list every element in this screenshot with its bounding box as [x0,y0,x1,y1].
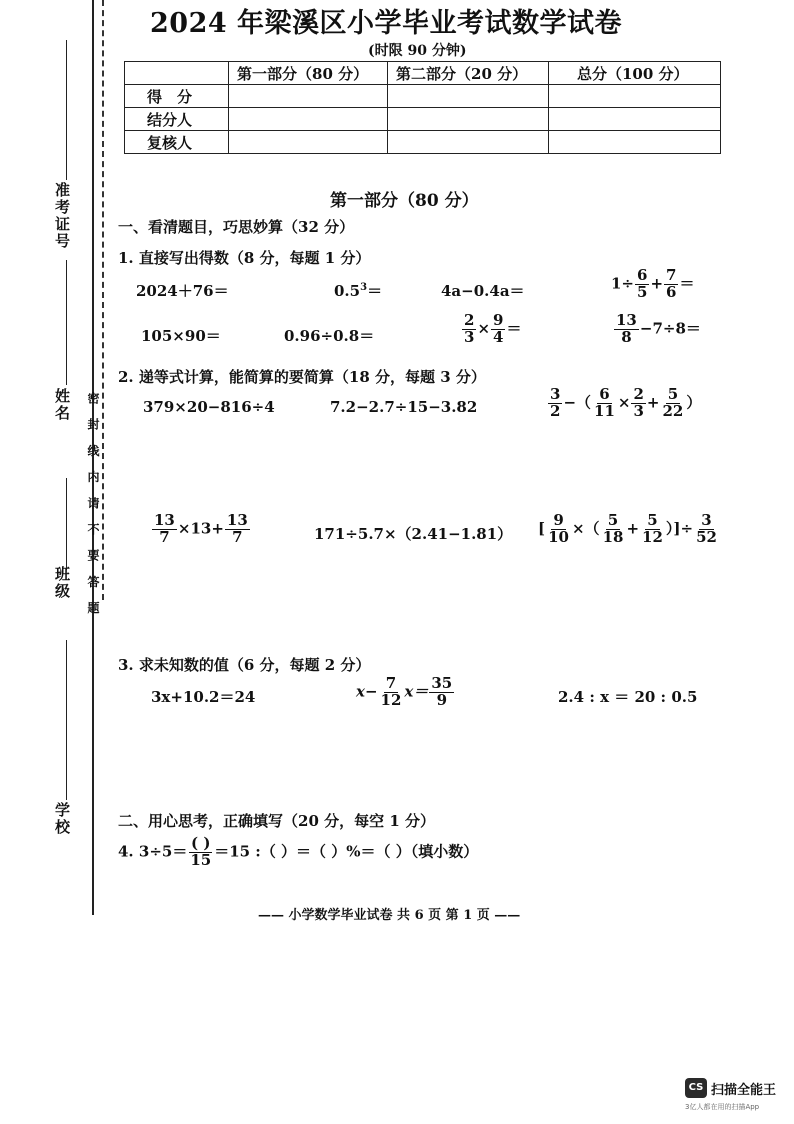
fraction [491,313,505,346]
denominator: 22 [662,401,684,420]
numerator: 13 [226,511,248,529]
fraction [152,513,177,546]
numerator: 7 [666,266,677,284]
q3-e2-pre: x− [356,682,378,701]
denominator: 12 [642,527,663,546]
q2-e6-open: [ [538,519,546,538]
fraction [429,676,454,709]
q2-heading: 2. 递等式计算，能简算的要简算（18 分，每题 3 分） [118,368,486,386]
denominator: 10 [548,527,569,546]
q1-e4-plus: + [650,274,664,293]
q1-expr-7 [461,313,521,346]
q2-e3-op2: + [646,393,660,412]
grader-cell[interactable] [229,108,388,131]
numerator: 13 [154,511,175,529]
time-limit: (时限 90 分钟) [368,43,467,59]
q1-e8-rest: −7÷8＝ [639,319,701,338]
q2-expr-1: 379×20−816÷4 [143,398,275,416]
fraction [548,387,562,420]
fraction [664,268,678,301]
denominator: 18 [602,527,624,546]
numerator: 6 [637,266,648,284]
q4-rest: ＝15 :（ ）＝（ ）%＝（ ）（填小数） [214,842,479,861]
denominator: 12 [380,690,402,709]
q3-expr-2 [356,676,455,709]
numerator: 5 [607,511,619,529]
denominator: 6 [666,282,677,301]
school-label: 学校 [53,802,71,836]
row-score: 得 分 [125,85,229,108]
fraction [635,268,649,301]
q2-e6-op2: + [626,519,640,538]
denominator: 3 [633,401,644,420]
score-table-corner [125,62,229,85]
fraction [546,513,571,546]
exam-id-underline [66,40,67,180]
score-cell[interactable] [388,85,549,108]
denominator: 2 [550,401,561,420]
numerator: 3 [550,385,561,403]
fraction [225,513,250,546]
numerator: 5 [647,511,658,529]
numerator: 13 [616,311,637,329]
numerator: 2 [464,311,475,329]
fraction [614,313,639,346]
q3-heading: 3. 求未知数的值（6 分，每题 2 分） [118,656,371,674]
q1-expr-1: 2024＋76＝ [136,282,229,300]
class-underline [66,478,67,570]
name-label: 姓名 [53,388,71,422]
q2-expr-5: 171÷5.7×（2.41−1.81） [314,525,513,543]
q2-e6-close: ）]÷ [665,519,694,538]
class-label: 班级 [53,566,71,600]
q1-e7-eq: ＝ [506,319,522,338]
q4-pre: 4. 3÷5＝ [118,842,188,861]
q1-expr-2-base: 0.5 [334,282,361,300]
name-underline [66,260,67,385]
col-part2: 第二部分（20 分） [388,62,549,85]
numerator: 35 [431,674,453,692]
denominator: 5 [637,282,648,301]
denominator: 9 [436,690,447,709]
q1-expr-2-exponent: 3 [360,282,368,293]
denominator: 4 [493,327,504,346]
q1-expr-2-eq: ＝ [367,282,383,300]
q1-e4-eq: ＝ [679,274,695,293]
fraction [640,513,665,546]
school-underline [66,640,67,800]
q1-expr-3: 4a−0.4a＝ [441,282,525,300]
fraction-blank[interactable] [188,836,213,869]
exam-id-label: 准考证号 [53,182,71,250]
q1-e7-op: × [477,319,491,338]
fraction [592,387,617,420]
numerator: 7 [385,674,397,692]
fraction [379,676,404,709]
q3-expr-1: 3x+10.2＝24 [151,688,256,706]
q2-expr-3 [547,387,701,420]
reviewer-cell[interactable] [549,131,721,154]
numerator: 9 [493,311,504,329]
score-table [124,61,721,154]
section1-title: 一、看清题目，巧思妙算（32 分） [118,218,355,236]
q2-expr-6 [538,513,720,546]
denominator: 7 [232,527,243,546]
seal-notice: 密 封 线 内 请 不 要 答 题 [86,392,100,619]
fraction [694,513,719,546]
seal-dashed-line [102,0,104,600]
reviewer-cell[interactable] [388,131,549,154]
q2-e3-end: ） [686,393,702,412]
denominator: 15 [190,850,212,869]
q1-e4-pre: 1÷ [611,274,635,293]
section2-title: 二、用心思考，正确填写（20 分，每空 1 分） [118,812,435,830]
reviewer-cell[interactable] [229,131,388,154]
fraction [631,387,645,420]
fraction [660,387,685,420]
q2-e6-op1: ×（ [571,519,600,538]
score-cell[interactable] [549,85,721,108]
grader-cell[interactable] [549,108,721,131]
q1-heading: 1. 直接写出得数（8 分，每题 1 分） [118,249,371,267]
numerator: 3 [701,511,712,529]
row-reviewer: 复核人 [125,131,229,154]
part1-title: 第一部分（80 分） [330,191,479,211]
q3-e2-mid: x＝ [404,682,429,701]
denominator: 11 [594,401,615,420]
col-total: 总分（100 分） [549,62,721,85]
q2-expr-4 [151,513,251,546]
exam-title: 2024 年梁溪区小学毕业考试数学试卷 [150,8,623,39]
row-grader: 结分人 [125,108,229,131]
col-part1: 第一部分（80 分） [229,62,388,85]
q2-expr-2: 7.2−2.7÷15−3.82 [330,398,478,416]
q1-expr-5: 105×90＝ [141,327,221,345]
score-cell[interactable] [229,85,388,108]
numerator: 9 [553,511,564,529]
numerator: 5 [667,385,679,403]
numerator: 6 [599,385,610,403]
q1-expr-6: 0.96÷0.8＝ [284,327,375,345]
q2-e4-mid: ×13+ [177,519,224,538]
q1-expr-2 [334,280,382,301]
denominator: 3 [464,327,475,346]
watermark-tagline: 3亿人都在用的扫描App [685,1103,760,1111]
q3-expr-3: 2.4 : x ＝ 20 : 0.5 [558,688,698,706]
q2-e3-mid: −（ [563,393,592,412]
q1-expr-8 [613,313,701,346]
q4 [118,836,478,869]
q2-e3-op1: × [617,393,631,412]
page-footer: —— 小学数学毕业试卷 共 6 页 第 1 页 —— [258,908,521,923]
q1-expr-4 [611,268,694,301]
watermark-name: 扫描全能王 [711,1083,777,1098]
grader-cell[interactable] [388,108,549,131]
denominator: 8 [621,327,632,346]
numerator-blank[interactable]: ( ) [191,834,211,852]
fraction [462,313,476,346]
numerator: 2 [633,385,644,403]
denominator: 52 [696,527,717,546]
denominator: 7 [159,527,170,546]
fraction [601,513,626,546]
camscanner-logo-icon: CS [685,1078,707,1098]
